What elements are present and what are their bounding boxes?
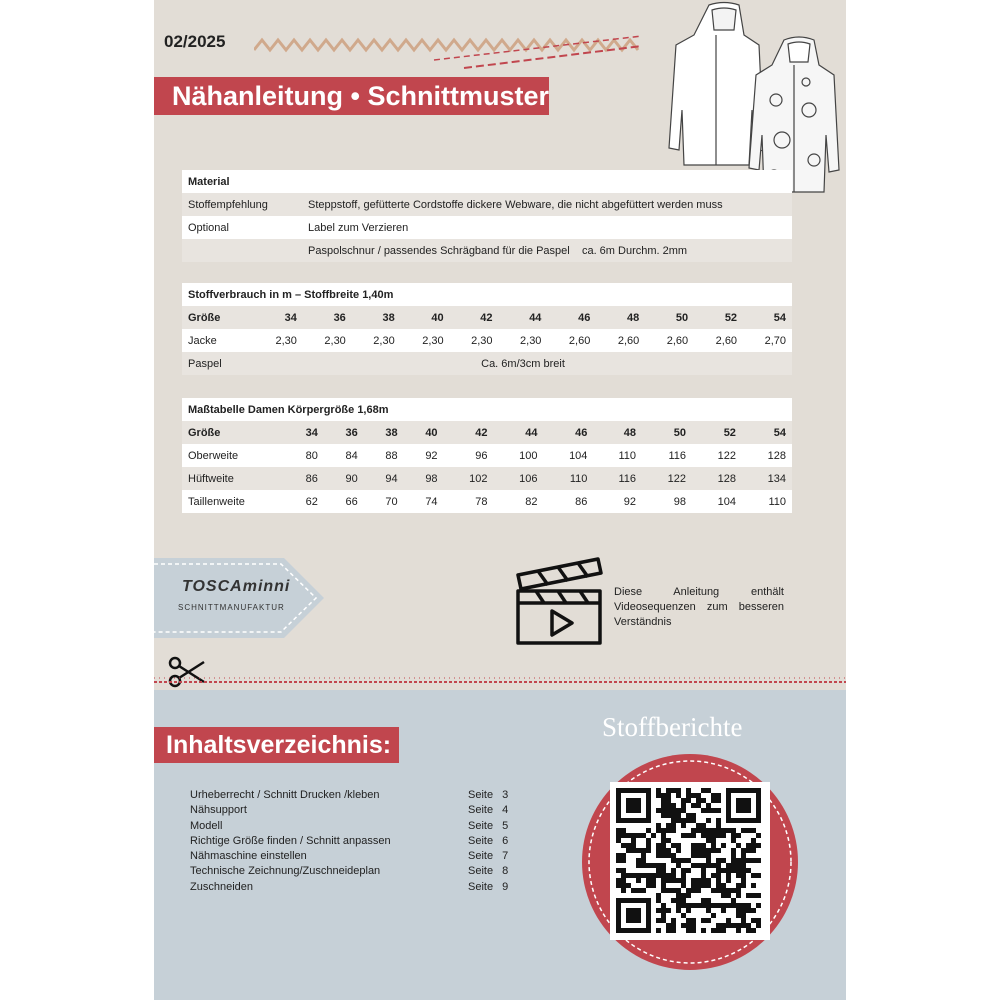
toc-item-label: Technische Zeichnung/Zuschneideplan [190,865,381,878]
usage-cell: 2,30 [499,329,548,352]
measure-cell: 116 [642,444,692,467]
size-cell: 52 [692,421,742,444]
toc-item-label: Zuschneiden [190,880,253,893]
measure-cell: 80 [284,444,324,467]
usage-cell: 2,30 [254,329,303,352]
jacke-label: Jacke [182,329,254,352]
table-row [182,216,792,239]
table-row [182,193,792,216]
toc-item[interactable] [190,804,520,819]
measure-heading: Maßtabelle Damen Körpergröße 1,68m [182,398,792,421]
table-of-contents [190,789,520,896]
issue-date: 02/2025 [164,32,226,51]
brand-subtitle: SCHNITTMANUFAKTUR [178,603,285,612]
material-label: Stoffempfehlung [182,193,302,216]
measure-cell: 116 [593,467,642,490]
usage-cell: 2,60 [645,329,694,352]
size-cell: 48 [596,306,645,329]
size-cell: 54 [742,421,792,444]
table-row [182,490,792,513]
toc-item-label: Richtige Größe finden / Schnitt anpassen [190,834,391,847]
toc-item[interactable] [190,865,520,880]
size-cell: 40 [404,421,444,444]
measure-cell: 104 [692,490,742,513]
usage-cell: 2,30 [450,329,499,352]
measure-cell: 104 [543,444,593,467]
size-cell: 40 [401,306,450,329]
toc-item[interactable] [190,881,520,896]
table-row [182,329,792,352]
measure-cell: 78 [444,490,494,513]
measure-label: Oberweite [182,444,284,467]
toc-item-page: Seite 6 [468,834,509,847]
size-cell: 42 [450,306,499,329]
measure-cell: 84 [324,444,364,467]
usage-cell: 2,30 [401,329,450,352]
brand-tag [154,552,329,642]
size-cell: 44 [494,421,544,444]
toc-item-page: Seite 8 [468,865,509,878]
measure-cell: 92 [404,444,444,467]
material-heading: Material [182,170,792,193]
toc-item-label: Nähsupport [190,804,247,817]
toc-item[interactable] [190,850,520,865]
size-cell: 42 [444,421,494,444]
size-cell: 54 [743,306,792,329]
usage-cell: 2,30 [352,329,401,352]
stoffberichte-title: Stoffberichte [602,712,743,742]
material-value: Label zum Verzieren [302,216,792,239]
table-row [182,239,792,262]
jacket-illustration [664,0,844,195]
toc-item[interactable] [190,820,520,835]
usage-table [182,283,792,375]
size-label: Größe [182,306,254,329]
qr-code[interactable] [580,752,800,972]
measure-cell: 70 [364,490,404,513]
measure-cell: 128 [692,467,742,490]
measure-cell: 110 [593,444,642,467]
size-cell: 46 [543,421,593,444]
measure-table [182,398,792,513]
measure-cell: 98 [642,490,692,513]
measure-cell: 122 [692,444,742,467]
toc-title: Inhaltsverzeichnis: [154,727,399,763]
table-row [182,421,792,444]
size-cell: 50 [642,421,692,444]
measure-cell: 94 [364,467,404,490]
usage-cell: 2,30 [303,329,352,352]
toc-item-page: Seite 3 [468,789,509,801]
measure-cell: 102 [444,467,494,490]
usage-cell: 2,70 [743,329,792,352]
page [154,0,846,1000]
upper-section [154,0,846,690]
clapperboard-icon [514,555,606,649]
size-cell: 46 [547,306,596,329]
measure-label: Hüftweite [182,467,284,490]
toc-item[interactable] [190,789,520,804]
brand-name: TOSCAminni [182,578,291,595]
toc-item-label: Nähmaschine einstellen [190,850,307,863]
size-cell: 36 [324,421,364,444]
measure-cell: 92 [593,490,642,513]
measure-cell: 66 [324,490,364,513]
material-label: Optional [182,216,302,239]
size-cell: 38 [364,421,404,444]
paspel-value: Ca. 6m/3cm breit [254,352,792,375]
table-row [182,306,792,329]
measure-cell: 86 [543,490,593,513]
usage-heading: Stoffverbrauch in m – Stoffbreite 1,40m [182,283,792,306]
size-cell: 44 [499,306,548,329]
stitch-line [154,674,846,690]
measure-label: Taillenweite [182,490,284,513]
zigzag-stitch-icon [254,30,644,72]
material-table [182,170,792,262]
measure-cell: 98 [404,467,444,490]
size-cell: 48 [593,421,642,444]
size-cell: 36 [303,306,352,329]
measure-cell: 74 [404,490,444,513]
material-label [182,239,302,262]
usage-cell: 2,60 [694,329,743,352]
material-value: Steppstoff, gefütterte Cordstoffe dickere Webware, die nicht abgefüttert werden muss [302,193,792,216]
table-row [182,467,792,490]
measure-cell: 110 [742,490,792,513]
size-cell: 38 [352,306,401,329]
toc-item-page: Seite 9 [468,880,509,893]
toc-item-page: Seite 7 [468,850,509,863]
toc-item-label: Urheberrecht / Schnitt Drucken /kleben [190,789,380,801]
table-row [182,444,792,467]
table-row [182,352,792,375]
toc-item[interactable] [190,835,520,850]
paspel-label: Paspel [182,352,254,375]
measure-cell: 96 [444,444,494,467]
usage-cell: 2,60 [596,329,645,352]
usage-cell: 2,60 [547,329,596,352]
measure-cell: 122 [642,467,692,490]
page-title: Nähanleitung • Schnittmuster [154,77,549,115]
size-label: Größe [182,421,284,444]
toc-item-page: Seite 5 [468,819,509,832]
measure-cell: 86 [284,467,324,490]
measure-cell: 88 [364,444,404,467]
measure-cell: 134 [742,467,792,490]
measure-cell: 62 [284,490,324,513]
size-cell: 34 [284,421,324,444]
toc-item-page: Seite 4 [468,804,509,817]
measure-cell: 100 [494,444,544,467]
measure-cell: 82 [494,490,544,513]
size-cell: 34 [254,306,303,329]
size-cell: 52 [694,306,743,329]
video-note: Diese Anleitung enthält Videosequenzen zum besseren Verständnis [614,586,784,628]
measure-cell: 128 [742,444,792,467]
toc-item-label: Modell [190,819,223,832]
measure-cell: 110 [543,467,593,490]
measure-cell: 90 [324,467,364,490]
material-value: Paspolschnur / passendes Schrägband für die Paspel ca. 6m Durchm. 2mm [302,239,792,262]
size-cell: 50 [645,306,694,329]
measure-cell: 106 [494,467,544,490]
